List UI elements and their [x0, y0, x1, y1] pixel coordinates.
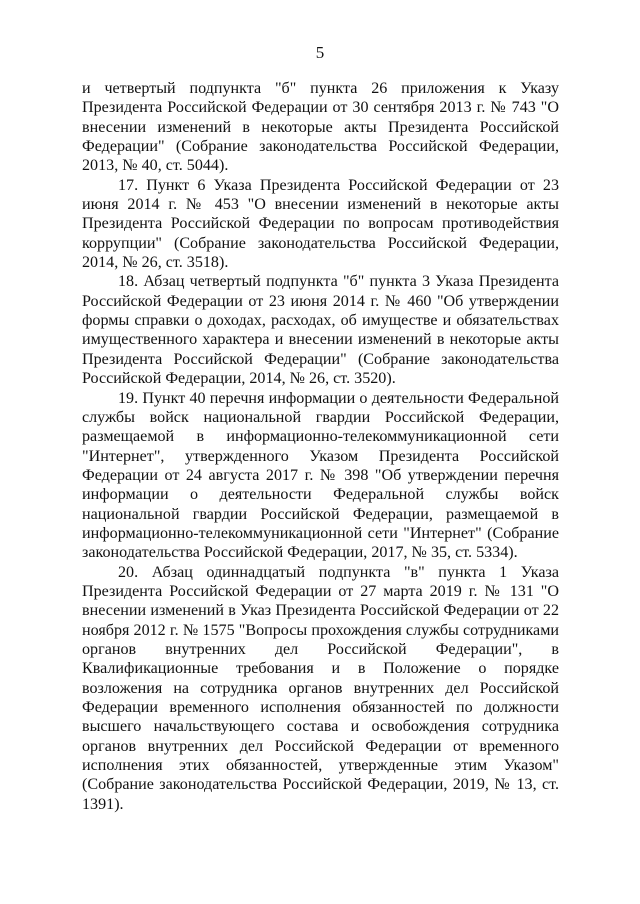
paragraph-17: 17. Пункт 6 Указа Президента Российской Федерации от 23 июня 2014 г. № 453 "О внесении изменений в некоторые акты Президента Российской Федерации по вопросам противодействия коррупции" (Собрание законодательства Российской Федерации, 2014, № 26, ст. 3518).	[82, 176, 559, 272]
document-body	[82, 79, 559, 814]
paragraph-16-continuation: и четвертый подпункта "б" пункта 26 приложения к Указу Президента Российской Федерации от 30 сентября 2013 г. № 743 "О внесении изменений в некоторые акты Президента Российской Федерации" (Собрание законодательства Российской Федерации, 2013, № 40, ст. 5044).	[82, 80, 559, 175]
paragraph-20: 20. Абзац одиннадцатый подпункта "в" пункта 1 Указа Президента Российской Федерации от 27 марта 2019 г. № 131 "О внесении изменений в Указ Президента Российской Федерации от 22 ноября 2012 г. № 1575 "Вопросы прохождения службы сотрудниками органов внутренних дел Российской Федерации", в Квалификационные требования и в Положение о порядке возложения на сотрудника органов внутренних дел Российской Федерации временного исполнения обязанностей по должности высшего начальствующего состава и освобождения сотрудника органов внутренних дел Российской Федерации от временного исполнения этих обязанностей, утвержденные этим Указом" (Собрание законодательства Российской Федерации, 2019, № 13, ст. 1391).	[82, 563, 559, 813]
page-number: 5	[315, 43, 325, 62]
paragraph-19: 19. Пункт 40 перечня информации о деятельности Федеральной службы войск национальной гвардии Российской Федерации, размещаемой в информационно-телекоммуникационной сети "Интернет", утвержденного Указом Президента Российской Федерации от 24 августа 2017 г. № 398 "Об утверждении перечня информации о деятельности Федеральной службы войск национальной гвардии Российской Федерации, размещаемой в информационно-телекоммуникационной сети "Интернет" (Собрание законодательства Российской Федерации, 2017, № 35, ст. 5334).	[82, 389, 559, 562]
paragraph-18: 18. Абзац четвертый подпункта "б" пункта 3 Указа Президента Российской Федерации от 23 июня 2014 г. № 460 "Об утверждении формы справки о доходах, расходах, об имуществе и обязательствах имущественного характера и внесении изменений в некоторые акты Президента Российской Федерации" (Собрание законодательства Российской Федерации, 2014, № 26, ст. 3520).	[82, 273, 559, 388]
